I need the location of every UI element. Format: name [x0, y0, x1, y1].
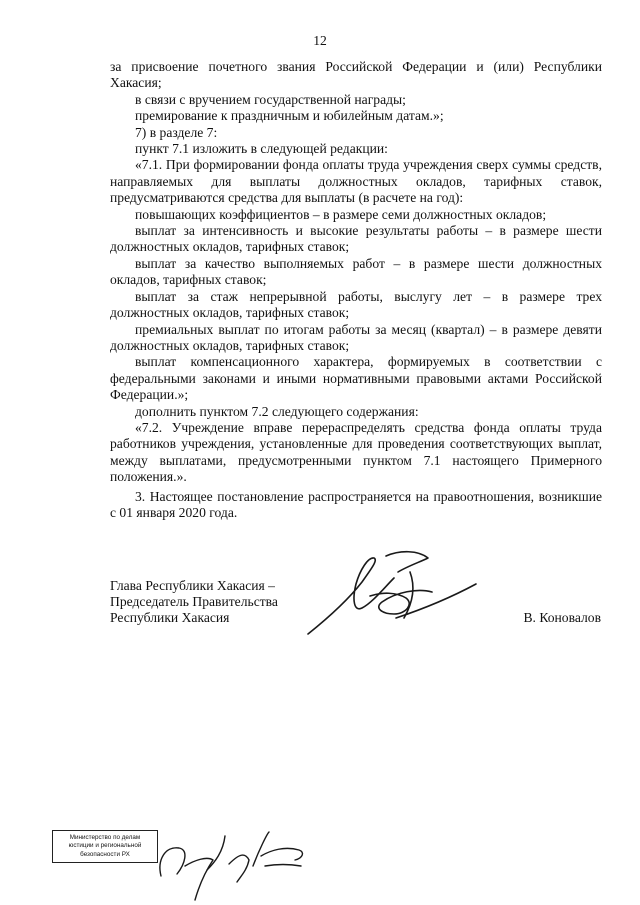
paragraph: «7.2. Учреждение вправе перераспределять средства фонда оплаты труда работников учреждения, установленные для проведения соответствующих выплат, между выплатами, предусмотренными пунктом 7.1 настоящего Примерного положения.».	[110, 419, 602, 485]
signatory-title-line: Республики Хакасия	[110, 610, 230, 625]
page-number: 12	[313, 33, 327, 48]
paragraph: выплат за интенсивность и высокие результаты работы – в размере шести должностных окладов, тарифных ставок;	[110, 223, 602, 255]
paragraph: 7) в разделе 7:	[135, 124, 218, 140]
paragraph: выплат за качество выполняемых работ – в размере шести должностных окладов, тарифных ставок;	[110, 255, 602, 288]
signatory-title-line: Глава Республики Хакасия –	[110, 578, 275, 593]
paragraph: 3. Настоящее постановление распространяется на правоотношения, возникшие с 01 января 2020 года.	[110, 488, 602, 520]
stamp-line: безопасности РХ	[80, 850, 130, 858]
paragraph: премиальных выплат по итогам работы за месяц (квартал) – в размере девяти должностных окладов, тарифных ставок;	[110, 321, 602, 353]
signatory-name: В. Коновалов	[523, 610, 601, 625]
paragraph: дополнить пунктом 7.2 следующего содержания:	[135, 403, 419, 419]
handwritten-initials	[155, 830, 315, 902]
paragraph: в связи с вручением государственной награды;	[135, 91, 406, 107]
signatory-title-line: Председатель Правительства	[110, 594, 278, 609]
signatory-title	[110, 578, 278, 626]
stamp-line: Министерство по делам	[69, 834, 141, 841]
paragraph: «7.1. При формировании фонда оплаты труда учреждения сверх суммы средств, направляемых для выплаты должностных окладов, тарифных ставок, предусматриваются средства для выплаты (в расчете на год):	[110, 157, 602, 206]
paragraph: премирование к праздничным и юбилейным датам.»;	[135, 108, 444, 124]
paragraph: повышающих коэффициентов – в размере семи должностных окладов;	[135, 206, 547, 222]
body-text	[110, 59, 602, 521]
stamp-line: юстиции и региональной	[68, 842, 142, 850]
paragraph: пункт 7.1 изложить в следующей редакции:	[135, 141, 388, 157]
ministry-stamp	[52, 830, 158, 863]
paragraph: за присвоение почетного звания Российской Федерации и (или) Республики Хакасия;	[110, 59, 602, 91]
paragraph: выплат компенсационного характера, формируемых в соответствии с федеральными законами и иными нормативными правовыми актами Российской Федерации.»;	[110, 354, 602, 403]
paragraph: выплат за стаж непрерывной работы, выслугу лет – в размере трех должностных окладов, тарифных ставок;	[110, 288, 602, 321]
handwritten-signature	[300, 548, 490, 644]
